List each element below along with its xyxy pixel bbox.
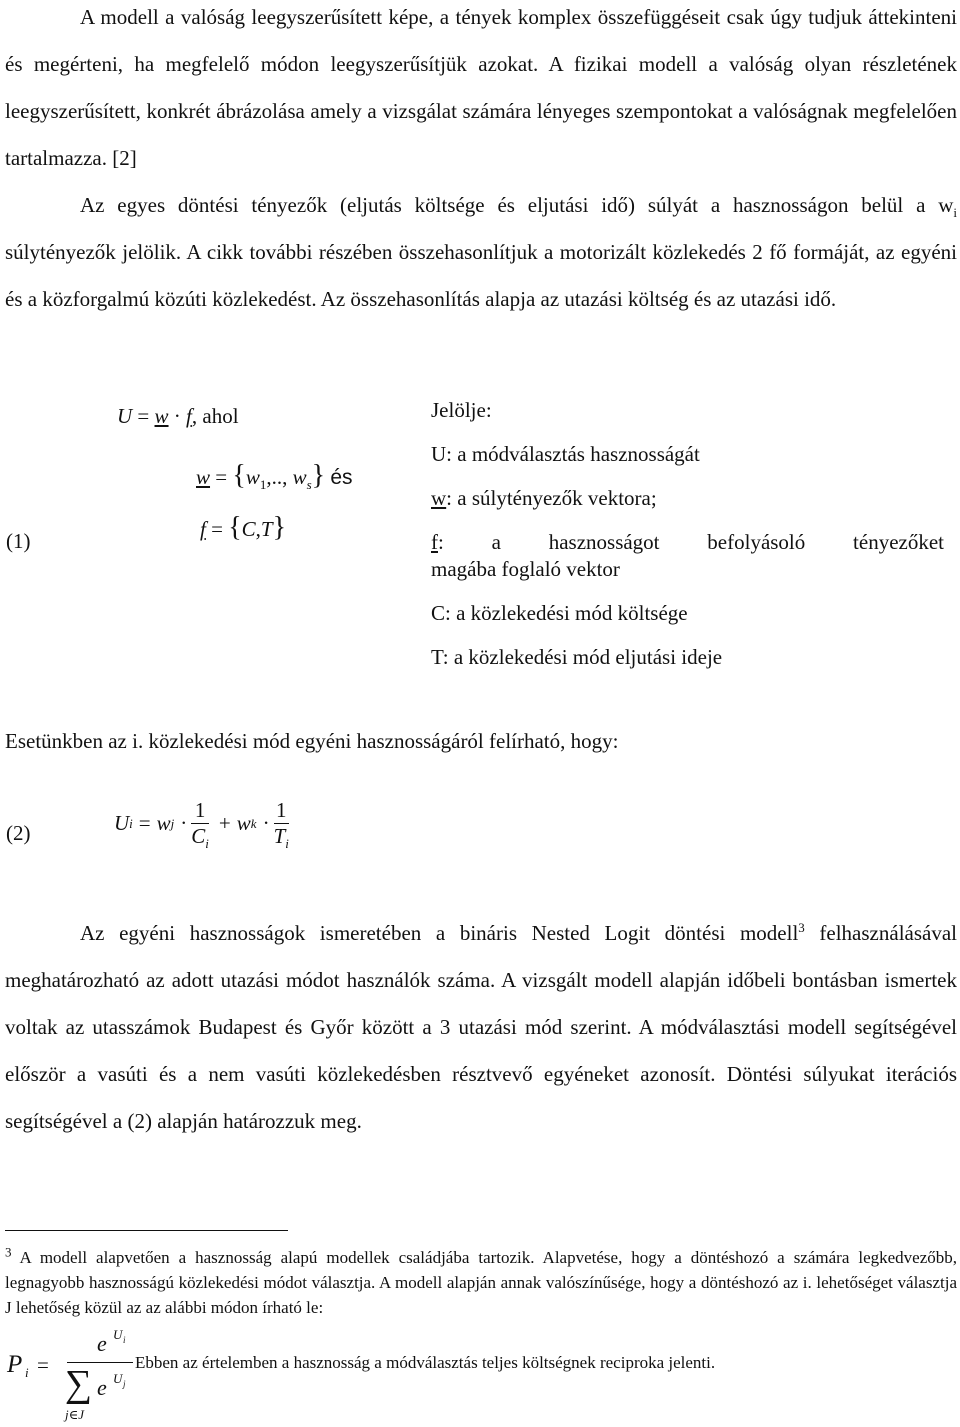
- fraction-denominator: [191, 824, 209, 852]
- legend-f-continued: magába foglaló vektor: [431, 557, 620, 582]
- symbol-f-vector: f: [200, 517, 206, 541]
- symbol-wk: w: [236, 811, 251, 835]
- exponent-U: U: [113, 1327, 123, 1342]
- fraction-numerator: 1: [274, 800, 289, 824]
- notation-legend: [431, 398, 944, 670]
- subscript-i: i: [285, 836, 289, 852]
- symbol-wj: w: [156, 811, 171, 835]
- symbol-e: e: [97, 1375, 107, 1400]
- legend-w-symbol: w: [431, 486, 447, 510]
- paragraph-individual-utility: Esetünkben az i. közlekedési mód egyéni hasznosságáról felírható, hogy:: [5, 729, 619, 753]
- legend-f-text: : a hasznosságot befolyásoló tényezőket: [438, 530, 944, 554]
- symbol-T: T: [260, 517, 273, 541]
- equation-2-body: U i = w j · $\frac{1}{C_i}$ + w k · $\frac{1}{T_i}$: [114, 798, 289, 852]
- subscript-s: s: [306, 477, 312, 493]
- symbol-U: U: [117, 404, 133, 428]
- symbol-w-vector: w: [154, 404, 169, 428]
- equation-1-line-1: [117, 406, 239, 427]
- symbol-U: U: [114, 811, 130, 835]
- paragraph-weights-text-b: súlytényezők jelölik. A cikk további részében összehasonlítjuk a motorizált közlekedés 2 fő formáját, az egyéni és a közforgalmú közúti közlekedést. Az összehasonlítás alapja az utazási költség és az utazási idő.: [5, 240, 957, 311]
- legend-f: [431, 530, 944, 555]
- symbol-C: C: [191, 824, 206, 848]
- equals-sign: =: [215, 465, 228, 489]
- footnote-conclusion: Ebben az értelemben a hasznosság a módválasztás teljes költségnek reciproka jelenti.: [135, 1353, 716, 1372]
- fraction-numerator: 1: [191, 800, 209, 824]
- equation-1-es: és: [330, 466, 353, 489]
- symbol-w1: w: [245, 465, 260, 489]
- paragraph-nested-logit: [5, 910, 957, 1145]
- exponent-subscript-j: j: [123, 1379, 126, 1389]
- equals-sign: =: [138, 811, 151, 835]
- paragraph-weights-text-a: Az egyes döntési tényezők (eljutás költsége és eljutási idő) súlyát a hasznosságon belül a w: [80, 193, 954, 217]
- legend-f-symbol: f: [431, 530, 438, 554]
- dot-operator: ·: [262, 811, 270, 835]
- legend-C: C: a közlekedési mód költsége: [431, 601, 688, 626]
- comma: ,: [255, 517, 261, 541]
- legend-T: T: a közlekedési mód eljutási ideje: [431, 645, 723, 670]
- symbol-e: e: [97, 1331, 107, 1356]
- symbol-f-vector: f: [186, 404, 192, 428]
- symbol-P: P: [7, 1351, 23, 1378]
- footnote-mark: 3: [5, 1244, 12, 1260]
- fraction-1-over-T: [273, 798, 289, 852]
- paragraph-weights: [5, 182, 957, 323]
- fraction-denominator: [273, 824, 289, 852]
- exponent-U: U: [113, 1371, 123, 1386]
- footnote-text: A modell alapvetően a hasznosság alapú modellek családjába tartozik. Alapvetése, hogy a döntéshozó a számára legkedvezőbb, legnagyobb hasznosságú közlekedési módot választja. A modell alapján annak valószínűsége, hogy a döntéshozó az i. lehetőséget választja J lehetőség közül az az alábbi módon írható le:: [5, 1248, 957, 1317]
- equals-sign: =: [211, 517, 223, 541]
- summation-sign: ∑: [65, 1363, 93, 1405]
- paragraph-model-definition: A modell a valóság leegyszerűsített képe, a tények komplex összefüggéseit csak úgy tudjuk áttekinteni és megérteni, ha megfelelő módon leegyszerűsítjük azokat. A fizikai modell a valóság olyan részletének leegyszerűsített, konkrét ábrázolása amely a vizsgálat számára lényeges szempontokat a valóságnak megfelelően tartalmazza. [2]: [5, 5, 957, 170]
- subscript-1: 1: [259, 477, 267, 493]
- subscript-i: i: [205, 836, 209, 852]
- equals-sign: =: [37, 1353, 49, 1377]
- equation-1-line-3: [200, 514, 286, 542]
- legend-w-text: : a súlytényezők vektora;: [446, 486, 657, 510]
- symbol-w-vector: w: [196, 465, 211, 489]
- symbol-C: C: [241, 517, 256, 541]
- open-brace: {: [232, 460, 246, 491]
- paragraph-nested-logit-text-b: felhasználásával meghatározható az adott utazási módot használók száma. A vizsgált modell alapján időbeli bontásban ismertek voltak az utasszámok Budapest és Győr között a 3 utazási mód szerint. A módválasztási modell segítségével először a vasúti és a nem vasúti közlekedésben résztvevő egyéneket azonosít. Döntési súlyukat iterációs segítségével a (2) alapján határozzuk meg.: [5, 921, 957, 1133]
- open-brace: {: [228, 512, 242, 543]
- equation-1-ahol: , ahol: [191, 404, 239, 428]
- footnote-3: [5, 1245, 957, 1320]
- equals-sign: =: [137, 404, 150, 428]
- equation-1-line-2: [196, 460, 353, 493]
- ellipsis: ,..,: [266, 465, 293, 489]
- legend-U: U: a módválasztás hasznosságát: [431, 442, 700, 466]
- dot-operator: ·: [173, 404, 181, 428]
- footnote-formula: P i = e U i ∑ j∈J e U j Ebben az értelemben a hasznosság a módválasztás teljes költségnek reciproka jelenti.: [7, 1327, 716, 1422]
- paragraph-nested-logit-text-a: Az egyéni hasznosságok ismeretében a bináris Nested Logit döntési modell: [80, 921, 799, 945]
- equation-2-number: (2): [6, 821, 31, 845]
- dot-operator: ·: [180, 811, 188, 835]
- equation-1-number: (1): [6, 529, 31, 553]
- footnote-reference-3: 3: [798, 920, 805, 935]
- weight-subscript: i: [953, 205, 957, 221]
- fraction-1-over-C: [191, 798, 209, 852]
- summation-index: j∈J: [65, 1407, 85, 1422]
- symbol-ws: w: [292, 465, 307, 489]
- footnote-separator: [5, 1230, 288, 1231]
- symbol-T: T: [273, 824, 286, 848]
- legend-w: [431, 486, 944, 530]
- close-brace: }: [311, 460, 326, 491]
- close-brace: }: [272, 512, 287, 543]
- legend-title: Jelölje:: [431, 398, 492, 422]
- plus-sign: +: [218, 811, 231, 835]
- exponent-subscript-i: i: [123, 1335, 126, 1345]
